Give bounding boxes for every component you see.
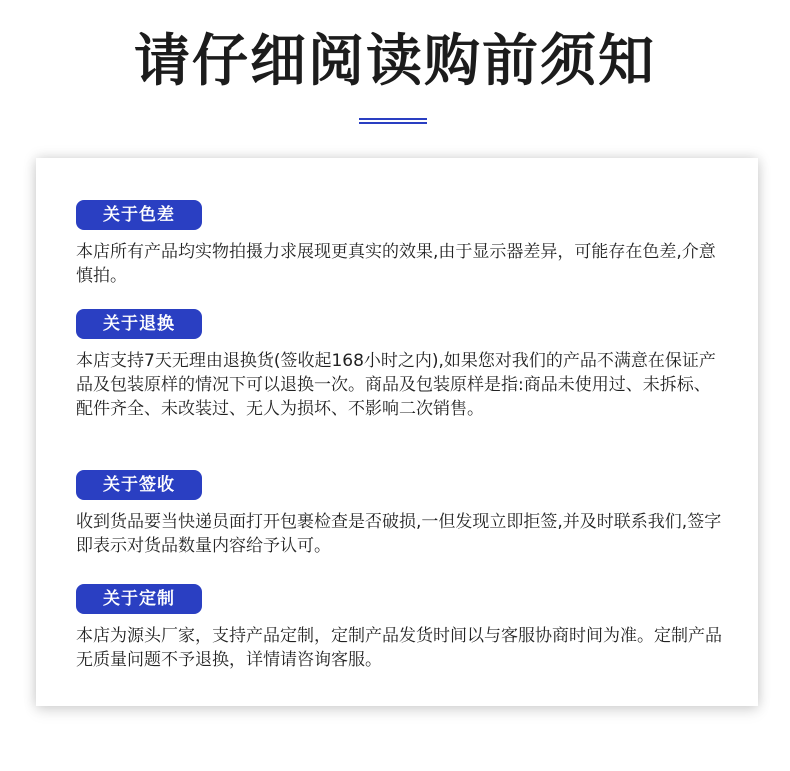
section-receipt — [76, 470, 726, 558]
section-color-difference — [76, 200, 726, 288]
section-badge: 关于色差 — [76, 200, 202, 230]
section-text: 本店所有产品均实物拍摄力求展现更真实的效果,由于显示器差异，可能存在色差,介意慎拍。 — [76, 242, 716, 286]
section-return-exchange — [76, 309, 726, 421]
section-badge: 关于退换 — [76, 309, 202, 339]
title-underline — [359, 118, 427, 125]
section-text: 本店为源头厂家，支持产品定制，定制产品发货时间以与客服协商时间为准。定制产品无质量问题不予退换，详情请咨询客服。 — [76, 626, 722, 670]
section-text: 收到货品要当快递员面打开包裹检查是否破损,一但发现立即拒签,并及时联系我们,签字即表示对货品数量内容给予认可。 — [76, 512, 722, 556]
page-title: 请仔细阅读购前须知 — [134, 29, 656, 94]
section-badge: 关于签收 — [76, 470, 202, 500]
section-badge: 关于定制 — [76, 584, 202, 614]
section-text: 本店支持7天无理由退换货(签收起168小时之内),如果您对我们的产品不满意在保证产品及包装原样的情况下可以退换一次。商品及包装原样是指:商品未使用过、未拆标、配件齐全、未改装过、无人为损坏、不影响二次销售。 — [76, 351, 716, 419]
section-customization — [76, 584, 726, 672]
notice-card — [36, 158, 758, 706]
